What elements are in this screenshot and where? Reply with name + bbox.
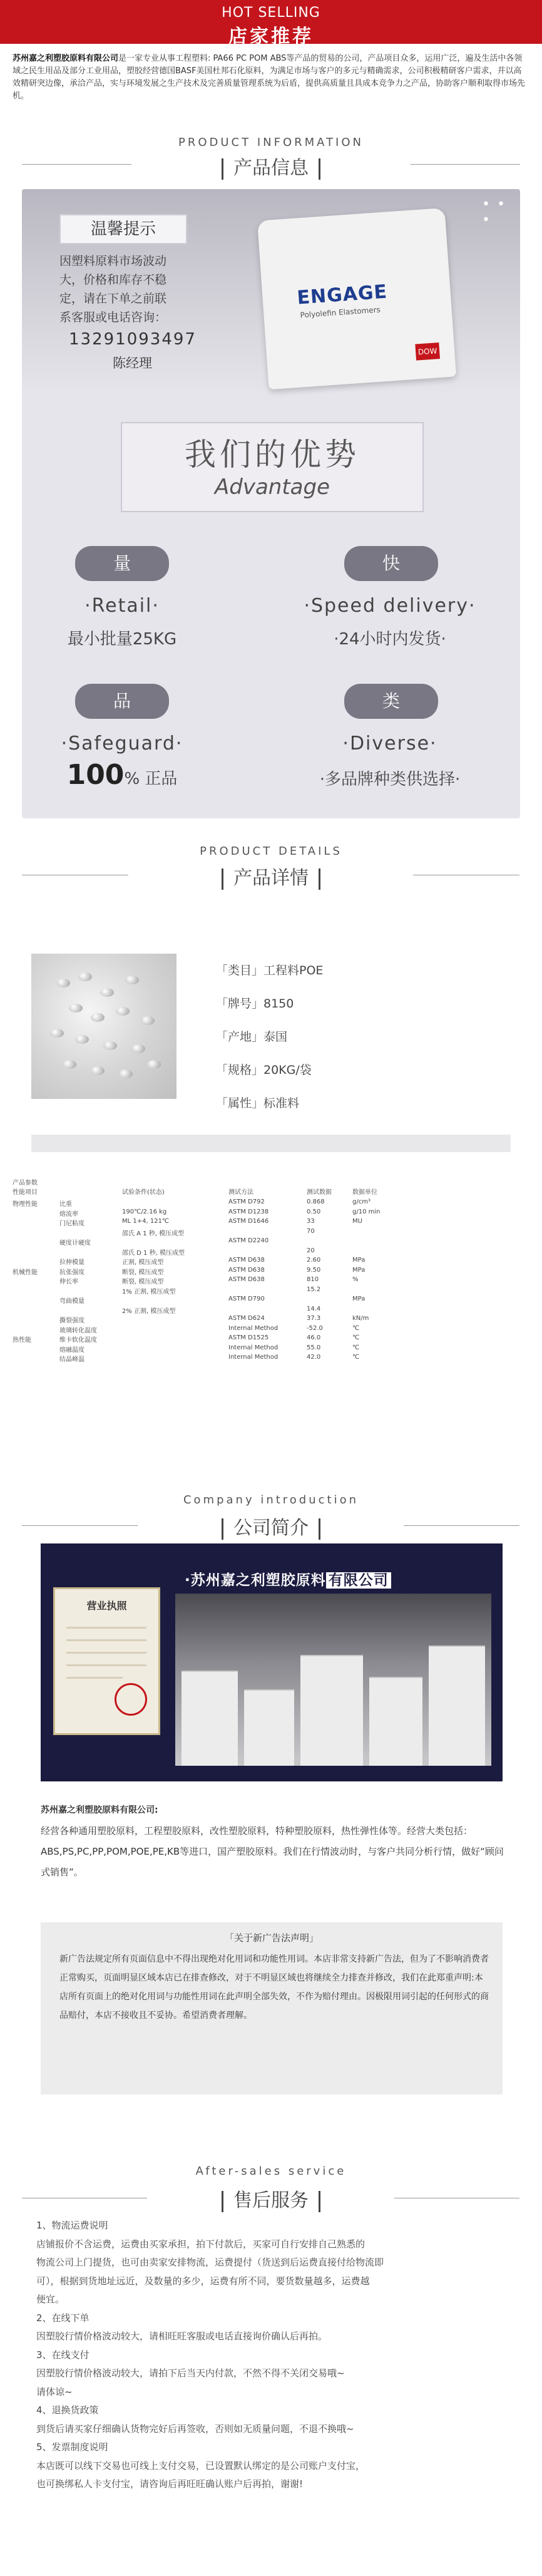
advantage-cn: 我们的优势: [185, 436, 360, 473]
table-cell: 46.0: [307, 1334, 321, 1341]
dow-logo: DOW: [415, 343, 440, 361]
company-en: Company introduction: [183, 1493, 359, 1507]
table-cell: 熔融温度: [59, 1346, 84, 1354]
table-cell: 热性能: [13, 1337, 31, 1344]
intro-text: 是一家专业从事工程塑料: PA66 PC POM ABS等产品的贸易的公司，产品项目众多，运用广泛，遍及生活中各领域之民生用品及部分工业用品，塑胶经营德国BASF美国杜邦石化原料，为满足市场与客户的多元与精确需求，公司积极精研客户需求，并以高效精研突边像，承洽产品，实与环境发展之生产技术及完善质量管理系统为后盾，提供高质量且具成本竞争力之产品，协助客户顺利取得市场先机。: [13, 54, 526, 101]
table-cell: ℃: [352, 1344, 360, 1351]
table-cell: 0.868: [307, 1198, 325, 1205]
spec-category: 「类目」工程料POE: [216, 964, 324, 977]
after-sales-line: 店铺报价不含运费，运费由买家承担，拍下付款后，买家可自行安排自己熟悉的: [36, 2238, 366, 2250]
table-cell: ASTM D790: [228, 1296, 265, 1302]
hint-contact: 陈经理: [113, 356, 152, 371]
after-sales-en: After-sales service: [195, 2165, 347, 2178]
details-divider-bar: [31, 1135, 511, 1152]
safeguard-100: 100: [66, 759, 125, 791]
safeguard-badge: 品: [75, 684, 169, 719]
bag-sub: Polyolefin Elastomers: [300, 305, 381, 320]
advantage-box: [121, 422, 424, 512]
safeguard-suffix: % 正品: [124, 770, 178, 788]
table-cell: 伸长率: [59, 1279, 78, 1285]
table-cell: 玻璃转化温度: [59, 1327, 97, 1334]
table-cell: ℃: [352, 1324, 360, 1332]
product-info-en: PRODUCT INFORMATION: [178, 136, 364, 149]
table-cell: 2% 正割, 模压成型: [122, 1307, 176, 1315]
table-cell: Internal Method: [228, 1344, 279, 1351]
spec-origin: 「产地」泰国: [216, 1030, 288, 1044]
company-description: [41, 1800, 504, 1883]
table-cell: 邵氏 D 1 秒, 模压成型: [122, 1249, 185, 1257]
product-details-cn: 产品详情: [233, 867, 309, 889]
notice-text: 新广告法规定所有页面信息中不得出现绝对化用词和功能性用词。本店非常支持新广告法，但为了不影响消费者正常购买，页面明显区域本店已在排查修改，对于不明显区域也将继续全力排查并修改，我们在此郑重声明:本店所有页面上的绝对化用词与功能性用词在此声明全部失效，不作为赔付理由。因极限用词引起的任何形式的商品赔付，本店不接收且不妥协。希望消费者理解。: [59, 1954, 489, 2021]
product-info-title: [0, 152, 542, 180]
table-cell: MPa: [352, 1257, 366, 1264]
table-cell: ASTM D2240: [228, 1237, 269, 1244]
company-name-b: 有限公司: [326, 1572, 391, 1589]
table-cell: 门尼粘度: [59, 1220, 84, 1227]
table-cell: ASTM D792: [228, 1198, 265, 1205]
table-cell: 抗张强度: [59, 1269, 84, 1276]
table-cell: 断裂, 模压成型: [122, 1279, 164, 1285]
table-cell: 邵氏 A 1 秒, 模压成型: [122, 1230, 185, 1237]
table-cell: 结晶峰温: [59, 1356, 84, 1363]
hint-line: 系客服或电话咨询：: [59, 311, 167, 324]
retail-badge: 量: [75, 546, 169, 581]
diverse-cn: ·多品牌种类供选择·: [319, 770, 461, 789]
ad-law-notice: [41, 1922, 503, 2094]
after-sales-list: [36, 2217, 512, 2494]
after-sales-line: 便宜。: [36, 2294, 65, 2305]
speed-badge: 快: [344, 546, 438, 581]
table-cell: 维卡软化温度: [59, 1337, 97, 1344]
hint-line: 定，请在下单之前联: [59, 292, 167, 306]
hot-selling-banner: [0, 0, 542, 48]
after-sales-heading: 3、在线支付: [36, 2349, 89, 2361]
after-sales-line: 因塑胶行情价格波动较大，请拍下后当天内付款，不然不得不关闭交易哦~: [36, 2367, 345, 2379]
retail-en: ·Retail·: [84, 595, 160, 617]
diverse-badge: 类: [344, 684, 438, 719]
table-cell: 拉伸模量: [59, 1259, 84, 1266]
table-cell: 硬度计硬度: [59, 1240, 91, 1247]
company-name-title: [185, 1569, 391, 1589]
intro-company: 苏州嘉之利塑胶原料有限公司: [13, 54, 119, 63]
banner-cn: 店家推荐: [228, 26, 314, 48]
bag-brand: ENGAGE: [296, 281, 389, 309]
after-sales-line: 本店既可以线下交易也可线上支付交易，已设置默认绑定的是公司账户支付宝，: [36, 2460, 366, 2471]
table-cell: 70: [307, 1227, 315, 1235]
safeguard-en: ·Safeguard·: [61, 733, 183, 755]
advantage-en: Advantage: [214, 475, 330, 500]
table-cell: 弯曲模量: [59, 1298, 84, 1305]
table-cell: 9.50: [307, 1266, 321, 1274]
product-info-cn: 产品信息: [233, 157, 309, 179]
diverse-en: ·Diverse·: [342, 733, 437, 755]
after-sales-heading: 5、发票制度说明: [36, 2441, 108, 2453]
table-cell: MPa: [352, 1266, 366, 1274]
notice-title: 「关于新广告法声明」: [224, 1932, 319, 1944]
after-sales-line: 也可换绑私人卡支付宝，请咨询后再旺旺确认账户后再拍，谢谢!: [36, 2478, 304, 2490]
table-cell: 正割, 模压成型: [122, 1259, 164, 1266]
after-sales-line: 因塑胶行情价格波动较大，请相旺旺客服或电话直接询价确认后再拍。: [36, 2331, 328, 2342]
hint-phone: 13291093497: [69, 330, 197, 349]
table-cell: ASTM D1238: [228, 1208, 269, 1215]
table-cell: ASTM D638: [228, 1266, 265, 1274]
table-cell: 190℃/2.16 kg: [122, 1208, 167, 1215]
table-cell: ASTM D1646: [228, 1218, 269, 1225]
safeguard-cn: [22, 759, 235, 791]
table-cell: 37.3: [307, 1315, 321, 1322]
table-cell: %: [352, 1276, 359, 1283]
warehouse-image: [175, 1594, 491, 1766]
table-cell: 33: [307, 1218, 315, 1225]
table-cell: 物理性能: [13, 1201, 38, 1208]
table-cell: ASTM D638: [228, 1276, 265, 1283]
spec-package: 「规格」20KG/袋: [216, 1063, 312, 1077]
table-cell: 55.0: [307, 1344, 321, 1351]
table-cell: 1% 正割, 模压成型: [122, 1288, 176, 1296]
table-cell: MPa: [352, 1296, 366, 1302]
after-sales-cn: 售后服务: [233, 2190, 309, 2212]
hint-text: [59, 252, 228, 327]
table-cell: ASTM D638: [228, 1257, 265, 1264]
table-cell: -52.0: [307, 1324, 323, 1332]
speed-en: ·Speed delivery·: [304, 595, 476, 617]
table-cell: 熔流率: [59, 1210, 78, 1218]
company-intro: [13, 53, 529, 103]
table-cell: 810: [307, 1276, 319, 1283]
table-cell: 15.2: [307, 1285, 321, 1293]
spec-grade: 「牌号」8150: [216, 997, 294, 1011]
product-info-panel: [22, 189, 520, 818]
seal-icon: [115, 1683, 147, 1716]
table-cell: Internal Method: [228, 1354, 279, 1361]
after-sales-heading: 2、在线下单: [36, 2312, 89, 2324]
after-sales-line: 可），根据到货地址远近，及数量的多少，运费有所不同，要货数量越多，运费越: [36, 2275, 370, 2287]
spec-attribute: 「属性」标准料: [216, 1096, 300, 1110]
table-cell: g/cm³: [352, 1198, 371, 1205]
table-cell: 2.60: [307, 1257, 321, 1264]
after-sales-title: [0, 2185, 542, 2212]
banner-en: HOT SELLING: [222, 5, 320, 21]
table-cell: ML 1+4, 121℃: [122, 1218, 170, 1225]
table-cell: g/10 min: [352, 1208, 381, 1215]
table-cell: ℃: [352, 1354, 360, 1361]
table-cell: 比重: [59, 1201, 72, 1208]
more-dots-icon: • • •: [482, 197, 506, 228]
pellet-image: [31, 954, 176, 1099]
table-cell: 断裂, 模压成型: [122, 1269, 164, 1276]
table-cell: kN/m: [352, 1315, 369, 1322]
table-cell: 20: [307, 1247, 315, 1254]
hint-line: 大，价格和库存不稳: [59, 273, 167, 287]
business-license-image: [53, 1587, 160, 1735]
table-cell: 机械性能: [13, 1269, 38, 1276]
after-sales-heading: 4、退换货政策: [36, 2404, 99, 2416]
speed-cn: ·24小时内发货·: [334, 630, 446, 649]
table-cell: Internal Method: [228, 1324, 279, 1332]
hint-line: 因塑料原料市场波动: [59, 254, 167, 268]
table-cell: 14.4: [307, 1305, 321, 1312]
cert-title: 营业执照: [86, 1600, 127, 1612]
company-panel: [41, 1543, 503, 1781]
after-sales-line: 到货后请买家仔细确认货物完好后再签收，否则如无质量问题，不退不换哦~: [36, 2423, 354, 2434]
table-cell: 42.0: [307, 1354, 321, 1361]
company-title: [0, 1512, 542, 1540]
after-sales-heading: 1、物流运费说明: [36, 2220, 108, 2231]
after-sales-line: 请体谅~: [36, 2386, 73, 2398]
table-cell: MU: [352, 1218, 362, 1225]
retail-cn: 最小批量25KG: [67, 630, 177, 649]
product-details-title: [0, 862, 542, 890]
product-bag-image: [257, 208, 456, 389]
product-details-en: PRODUCT DETAILS: [200, 845, 342, 858]
after-sales-line: 物流公司上门提货，也可由卖家安排物流，运费提付（货送到后运费直接付给物流即: [36, 2257, 384, 2268]
company-name-a: ·苏州嘉之利塑胶原料: [185, 1572, 326, 1589]
table-cell: ASTM D1525: [228, 1334, 269, 1341]
table-cell: ℃: [352, 1334, 360, 1341]
table-cell: ASTM D624: [228, 1315, 265, 1322]
company-desc-head: 苏州嘉之利塑胶原料有限公司:: [41, 1805, 158, 1815]
table-cell: 撕裂强度: [59, 1317, 84, 1324]
company-desc-text: 经营各种通用塑胶原料，工程塑胶原料，改性塑胶原料，特种塑胶原料，热性弹性体等。经营大类包括：ABS,PS,PC,PP,POM,POE,PE,KB等进口，国产塑胶原料。我们在行情波动时，与客户共同分析行情，做好“顾问式销售”。: [41, 1825, 504, 1878]
company-cn: 公司简介: [233, 1517, 309, 1539]
hint-title: 温馨提示: [59, 214, 187, 244]
table-cell: 0.50: [307, 1208, 321, 1215]
